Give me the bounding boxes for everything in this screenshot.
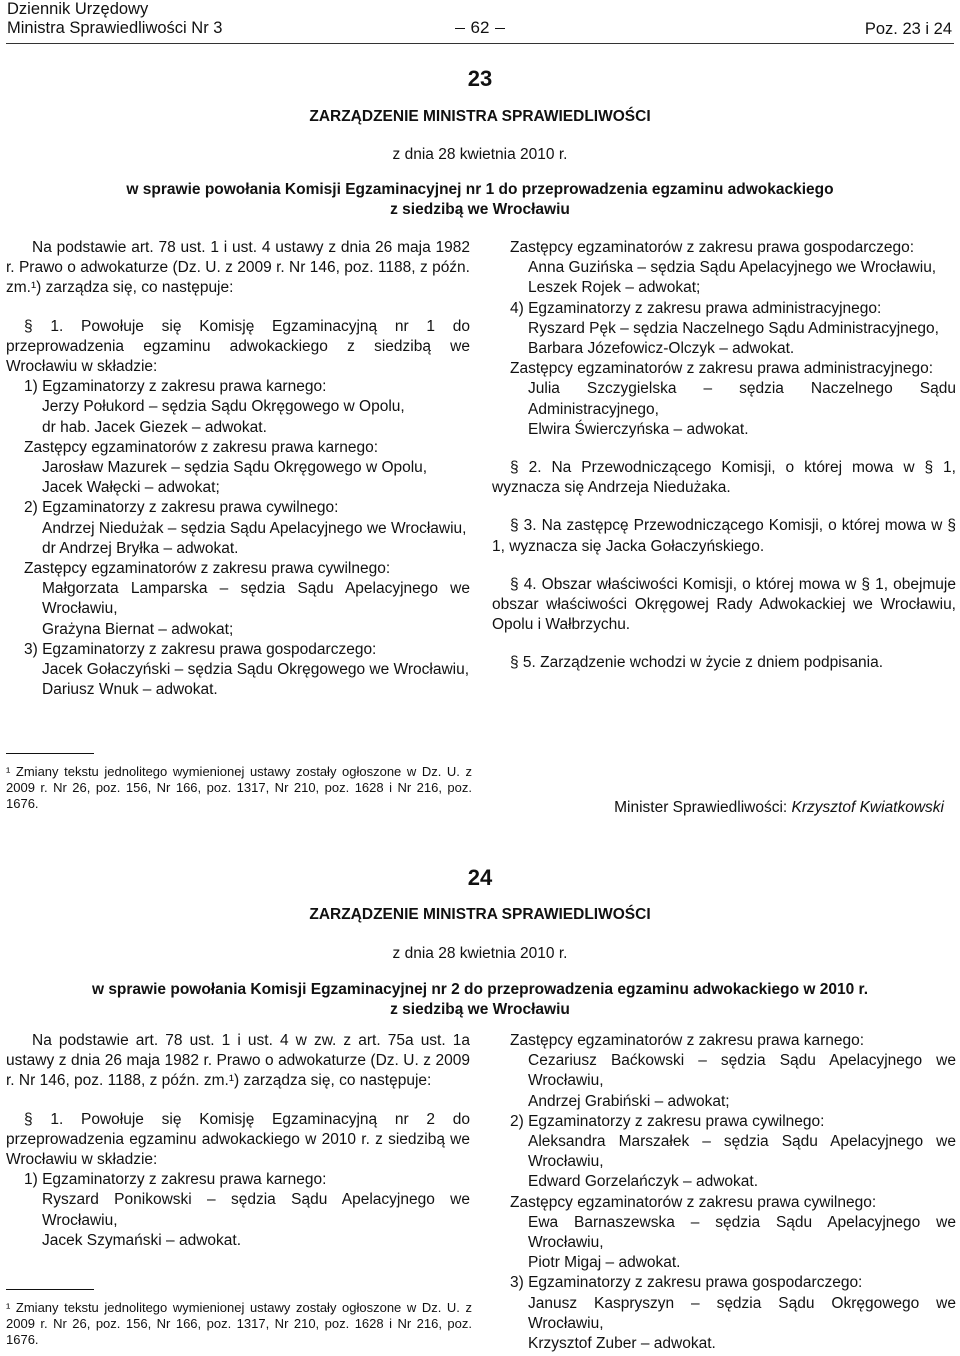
member-entry: Ryszard Pęk – sędzia Naczelnego Sądu Administracyjnego,	[528, 319, 939, 337]
act-24-subject-line2: z siedzibą we Wrocławiu	[390, 1001, 570, 1018]
member-entry: Dariusz Wnuk – adwokat.	[42, 681, 218, 699]
act-23-subject-line2: z siedzibą we Wrocławiu	[390, 201, 570, 218]
act-24-subject	[0, 980, 960, 1020]
list-heading: Zastępcy egzaminatorów z zakresu prawa karnego:	[24, 438, 379, 456]
member-entry: Piotr Migaj – adwokat.	[528, 1254, 681, 1272]
positions-label: Poz. 23 i 24	[864, 20, 952, 38]
member-entry: Jarosław Mazurek – sędzia Sądu Okręgowego w Opolu,	[42, 459, 428, 477]
list-heading: 2) Egzaminatorzy z zakresu prawa cywilnego:	[510, 1112, 825, 1130]
preamble: Na podstawie art. 78 ust. 1 i ust. 4 ustawy z dnia 26 maja 1982 r. Prawo o adwokaturze (Dz. U. z 2009 r. Nr 146, poz. 1188, z późn. zm.¹) zarządza się, co następuje:	[6, 239, 470, 297]
act-24-right-column	[492, 1031, 956, 1354]
list-heading: Zastępcy egzaminatorów z zakresu prawa karnego:	[510, 1032, 865, 1049]
list-heading: Zastępcy egzaminatorów z zakresu prawa cywilnego:	[510, 1193, 877, 1211]
member-entry: Jacek Wałęcki – adwokat;	[42, 479, 220, 497]
member-entry: Krzysztof Zuber – adwokat.	[528, 1335, 716, 1353]
member-entry: dr Andrzej Bryłka – adwokat.	[42, 539, 239, 557]
ministry-issue: Ministra Sprawiedliwości Nr 3	[7, 19, 223, 37]
act-24-number: 24	[467, 865, 493, 890]
preamble: Na podstawie art. 78 ust. 1 i ust. 4 w zw. z art. 75a ust. 1a ustawy z dnia 26 maja 1982 r. Prawo o adwokaturze (Dz. U. z 2009 r. Nr 146, poz. 1188, z późn. zm.¹) zarządza się, co następuje:	[6, 1032, 470, 1090]
act-24-footnote: ¹ Zmiany tekstu jednolitego wymienionej ustawy zostały ogłoszone w Dz. U. z 2009 r. Nr 26, poz. 156, Nr 166, poz. 1317, Nr 210, poz. 1628 i Nr 216, poz. 1676.	[6, 1300, 472, 1347]
member-entry: Leszek Rojek – adwokat;	[528, 279, 701, 297]
member-entry: Cezariusz Baćkowski – sędzia Sądu Apelacyjnego we Wrocławiu,	[528, 1052, 956, 1090]
list-heading: 1) Egzaminatorzy z zakresu prawa karnego:	[24, 1171, 327, 1189]
member-entry: Małgorzata Lamparska – sędzia Sądu Apelacyjnego we Wrocławiu,	[42, 580, 470, 618]
page-number: 62	[0, 18, 960, 37]
list-heading: Zastępcy egzaminatorów z zakresu prawa administracyjnego:	[510, 360, 933, 378]
member-entry: Anna Guzińska – sędzia Sądu Apelacyjnego we Wrocławiu,	[528, 259, 937, 277]
act-24-left-column	[6, 1031, 470, 1251]
list-heading: Zastępcy egzaminatorów z zakresu prawa gospodarczego:	[510, 239, 915, 256]
paragraph-4: § 4. Obszar właściwości Komisji, o której mowa w § 1, obejmuje obszar właściwości Okręgowej Rady Adwokackiej we Wrocławiu, Opolu i Wałbrzychu.	[492, 575, 956, 634]
list-heading: 3) Egzaminatorzy z zakresu prawa gospodarczego:	[510, 1274, 863, 1292]
member-entry: Janusz Kaspryszyn – sędzia Sądu Okręgowego we Wrocławiu,	[528, 1294, 956, 1332]
act-23-right-column	[492, 238, 956, 674]
member-entry: Grażyna Biernat – adwokat;	[42, 620, 234, 638]
list-heading: 2) Egzaminatorzy z zakresu prawa cywilnego:	[24, 499, 339, 517]
signature-role: Minister Sprawiedliwości:	[614, 799, 792, 816]
member-entry: Ryszard Ponikowski – sędzia Sądu Apelacyjnego we Wrocławiu,	[42, 1191, 470, 1229]
act-24-subject-line1: w sprawie powołania Komisji Egzaminacyjnej nr 2 do przeprowadzenia egzaminu adwokackiego w 2010 r.	[91, 981, 869, 998]
list-heading: Zastępcy egzaminatorów z zakresu prawa cywilnego:	[24, 560, 391, 578]
list-heading: 3) Egzaminatorzy z zakresu prawa gospodarczego:	[24, 640, 377, 658]
act-24-date: z dnia 28 kwietnia 2010 r.	[392, 945, 568, 962]
member-entry: Barbara Józefowicz-Olczyk – adwokat.	[528, 340, 795, 358]
member-entry: Edward Gorzelańczyk – adwokat.	[528, 1173, 759, 1191]
act-23-title: ZARZĄDZENIE MINISTRA SPRAWIEDLIWOŚCI	[309, 108, 651, 125]
list-heading: 4) Egzaminatorzy z zakresu prawa administracyjnego:	[510, 299, 882, 317]
paragraph-1: § 1. Powołuje się Komisję Egzaminacyjną nr 1 do przeprowadzenia egzaminu adwokackiego z siedzibą we Wrocławiu w składzie:	[6, 317, 470, 376]
paragraph-1: § 1. Powołuje się Komisję Egzaminacyjną nr 2 do przeprowadzenia egzaminu adwokackiego w 2010 r. z siedzibą we Wrocławiu w składzie:	[6, 1110, 470, 1169]
act-23-footnote: ¹ Zmiany tekstu jednolitego wymienionej ustawy zostały ogłoszone w Dz. U. z 2009 r. Nr 26, poz. 156, Nr 166, poz. 1317, Nr 210, poz. 1628 i Nr 216, poz. 1676.	[6, 764, 472, 811]
member-entry: Jacek Szymański – adwokat.	[42, 1231, 242, 1249]
signature-name: Krzysztof Kwiatkowski	[791, 799, 944, 816]
paragraph-3: § 3. Na zastępcę Przewodniczącego Komisji, o której mowa w § 1, wyznacza się Jacka Gołaczyńskiego.	[492, 517, 956, 555]
member-entry: Elwira Świerczyńska – adwokat.	[528, 420, 749, 438]
act-23-left-column	[6, 238, 470, 700]
paragraph-5: § 5. Zarządzenie wchodzi w życie z dniem podpisania.	[510, 654, 884, 672]
header-rule	[6, 43, 954, 44]
signature	[614, 799, 944, 817]
member-entry: Jacek Gołaczyński – sędzia Sądu Okręgowego we Wrocławiu,	[42, 661, 470, 679]
act-23-number: 23	[467, 66, 493, 91]
member-entry: Andrzej Grabiński – adwokat;	[528, 1092, 730, 1110]
member-entry: Andrzej Niedużak – sędzia Sądu Apelacyjnego we Wrocławiu,	[42, 519, 467, 537]
footnote-rule	[6, 1289, 94, 1290]
paragraph-2: § 2. Na Przewodniczącego Komisji, o której mowa w § 1, wyznacza się Andrzeja Niedużaka.	[492, 459, 956, 497]
act-23-subject-line1: w sprawie powołania Komisji Egzaminacyjnej nr 1 do przeprowadzenia egzaminu adwokackiego	[126, 181, 834, 198]
member-entry: dr hab. Jacek Giezek – adwokat.	[42, 418, 267, 436]
member-entry: Jerzy Połukord – sędzia Sądu Okręgowego w Opolu,	[42, 398, 405, 416]
member-entry: Julia Szczygielska – sędzia Naczelnego Sądu Administracyjnego,	[528, 380, 956, 418]
footnote-rule	[6, 753, 94, 754]
act-24-title: ZARZĄDZENIE MINISTRA SPRAWIEDLIWOŚCI	[309, 906, 651, 923]
act-23-date: z dnia 28 kwietnia 2010 r.	[392, 146, 568, 163]
member-entry: Ewa Barnaszewska – sędzia Sądu Apelacyjnego we Wrocławiu,	[528, 1213, 956, 1252]
list-heading: 1) Egzaminatorzy z zakresu prawa karnego:	[24, 378, 327, 396]
publication-name: Dziennik Urzędowy	[7, 0, 149, 18]
act-23-subject	[0, 180, 960, 220]
member-entry: Aleksandra Marszałek – sędzia Sądu Apelacyjnego we Wrocławiu,	[528, 1133, 956, 1171]
